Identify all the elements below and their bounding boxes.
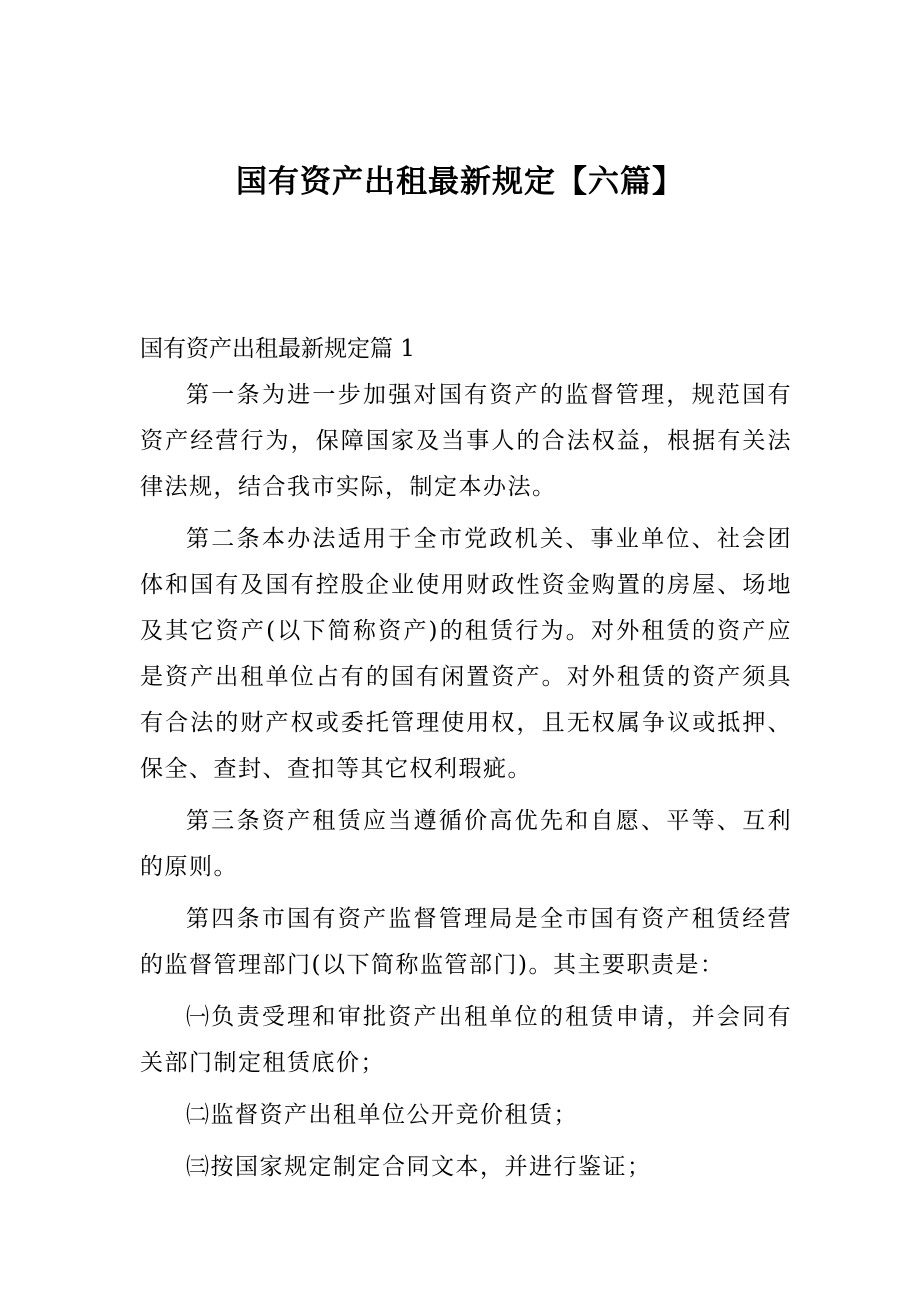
paragraph-article-3: 第三条资产租赁应当遵循价高优先和自愿、平等、互利的原则。 bbox=[140, 808, 792, 880]
paragraph-article-1: 第一条为进一步加强对国有资产的监督管理，规范国有资产经营行为，保障国家及当事人的合法权益，根据有关法律法规，结合我市实际，制定本办法。 bbox=[140, 382, 792, 500]
section-heading: 国有资产出租最新规定篇 1 bbox=[140, 336, 415, 362]
document-title: 国有资产出租最新规定【六篇】 bbox=[236, 164, 684, 200]
paragraph-item-1: ㈠负责受理和审批资产出租单位的租赁申请，并会同有关部门制定租赁底价； bbox=[140, 1004, 792, 1076]
paragraph-article-2: 第二条本办法适用于全市党政机关、事业单位、社会团体和国有及国有控股企业使用财政性资金购置的房屋、场地及其它资产(以下简称资产)的租赁行为。对外租赁的资产应是资产出租单位占有的国有闲置资产。对外租赁的资产须具有合法的财产权或委托管理使用权，且无权属争议或抵押、保全、查封、查扣等其它权利瑕疵。 bbox=[140, 526, 792, 782]
document-body bbox=[140, 326, 792, 1190]
paragraph-item-2: ㈡监督资产出租单位公开竞价租赁； bbox=[186, 1102, 578, 1128]
paragraph-article-4: 第四条市国有资产监督管理局是全市国有资产租赁经营的监督管理部门(以下简称监管部门)。其主要职责是： bbox=[140, 906, 792, 978]
paragraph-item-3: ㈢按国家规定制定合同文本，并进行鉴证； bbox=[186, 1154, 652, 1180]
